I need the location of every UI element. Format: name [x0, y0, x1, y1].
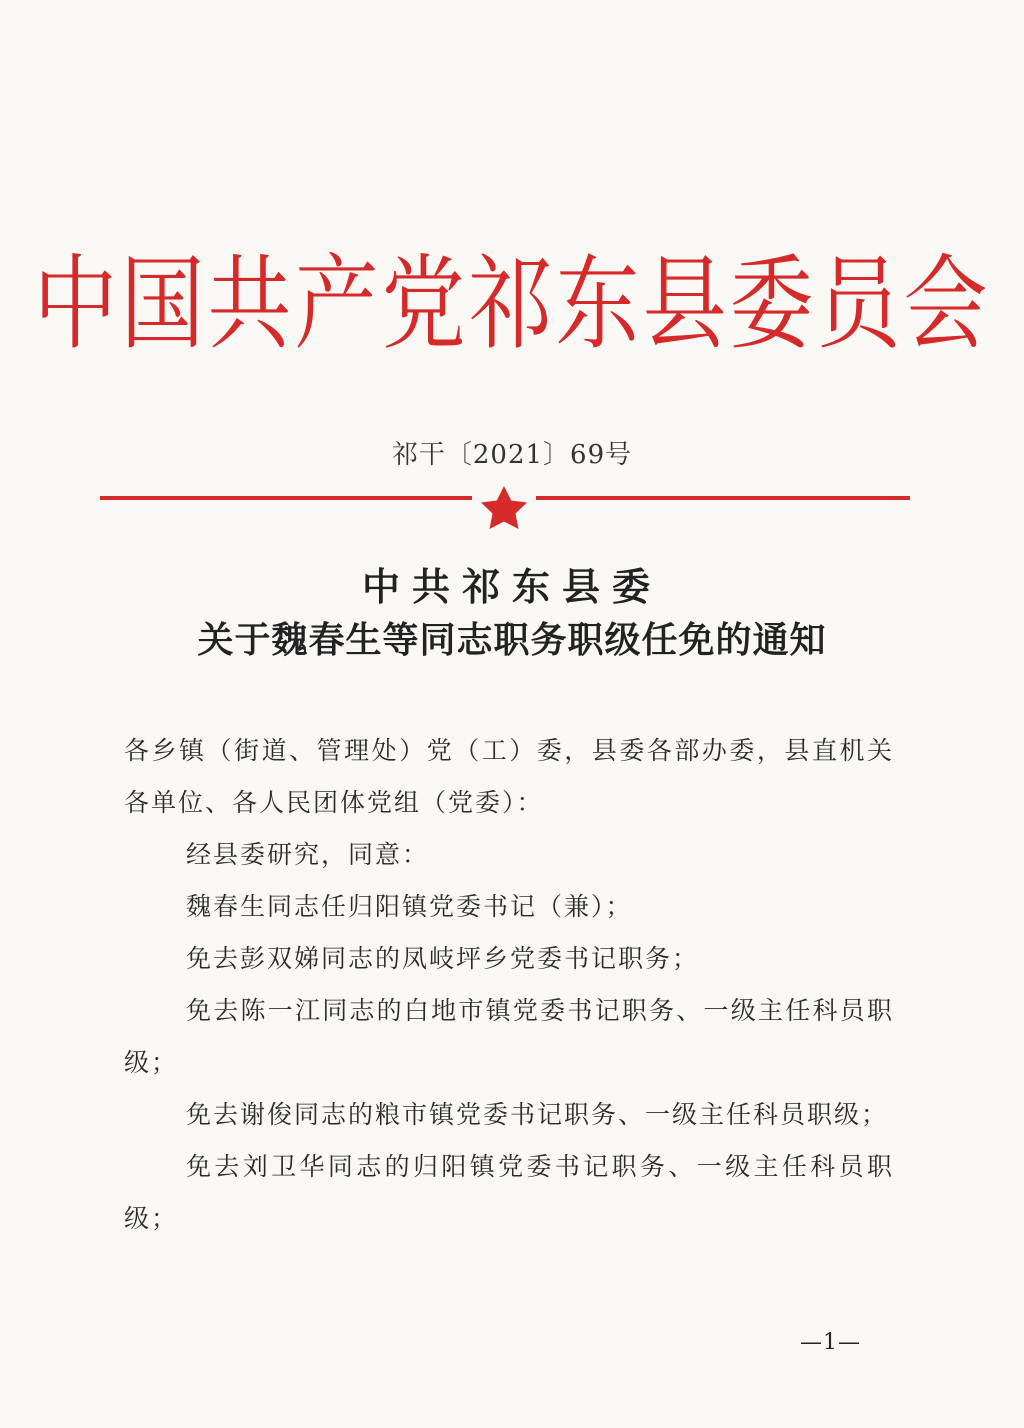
- divider-line-right: [536, 496, 910, 500]
- star-icon: [481, 486, 527, 529]
- document-body: [124, 725, 894, 1245]
- page-number: —1—: [800, 1330, 861, 1355]
- recipients-line: 各乡镇（街道、管理处）党（工）委，县委各部办委，县直机关各单位、各人民团体党组（党委）：: [124, 736, 894, 817]
- body-paragraph: 免去彭双娣同志的凤岐坪乡党委书记职务；: [186, 944, 700, 973]
- body-paragraph: 魏春生同志任归阳镇党委书记（兼）；: [186, 892, 633, 921]
- body-paragraph: 免去陈一江同志的白地市镇党委书记职务、一级主任科员职级；: [124, 996, 894, 1077]
- document-number: 祁干〔2021〕69号: [391, 440, 633, 470]
- body-paragraph: 经县委研究，同意：: [186, 840, 430, 869]
- issuing-authority-title: 中国共产党祁东县委员会: [33, 243, 991, 364]
- document-title-issuer: 中共祁东县委: [361, 564, 662, 609]
- body-paragraph: 免去刘卫华同志的归阳镇党委书记职务、一级主任科员职级；: [124, 1152, 894, 1233]
- divider-line-left: [100, 496, 472, 500]
- red-header-divider: [100, 484, 910, 530]
- body-paragraph: 免去谢俊同志的粮市镇党委书记职务、一级主任科员职级；: [186, 1100, 889, 1129]
- document-title-subject: 关于魏春生等同志职务职级任免的通知: [197, 619, 827, 661]
